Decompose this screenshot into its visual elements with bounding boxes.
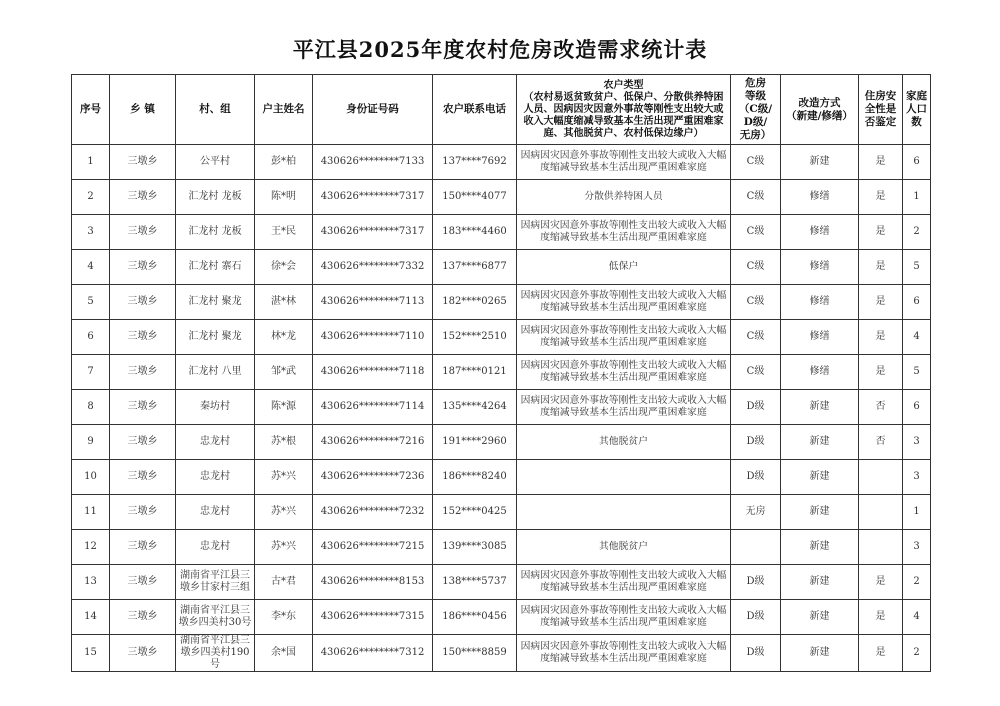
cell-type: 因病因灾因意外事故等刚性支出较大或收入大幅度缩减导致基本生活出现严重困难家庭 (517, 635, 731, 672)
header-town: 乡 镇 (110, 75, 176, 145)
cell-family: 5 (903, 355, 931, 390)
cell-seq: 6 (72, 320, 110, 355)
cell-town: 三墩乡 (110, 425, 176, 460)
cell-seq: 11 (72, 495, 110, 530)
cell-family: 3 (903, 460, 931, 495)
cell-village: 汇龙村 聚龙 (176, 320, 255, 355)
cell-id: 430626********7215 (313, 530, 433, 565)
cell-family: 1 (903, 495, 931, 530)
cell-village: 忠龙村 (176, 530, 255, 565)
cell-method: 修缮 (781, 355, 859, 390)
cell-town: 三墩乡 (110, 530, 176, 565)
cell-phone: 138****5737 (433, 565, 517, 600)
cell-family: 1 (903, 180, 931, 215)
cell-id: 430626********7114 (313, 390, 433, 425)
cell-name: 彭*柏 (255, 145, 313, 180)
cell-name: 林*龙 (255, 320, 313, 355)
cell-type: 因病因灾因意外事故等刚性支出较大或收入大幅度缩减导致基本生活出现严重困难家庭 (517, 355, 731, 390)
cell-town: 三墩乡 (110, 495, 176, 530)
cell-seq: 13 (72, 565, 110, 600)
cell-phone: 186****0456 (433, 600, 517, 635)
cell-type: 因病因灾因意外事故等刚性支出较大或收入大幅度缩减导致基本生活出现严重困难家庭 (517, 215, 731, 250)
cell-level (731, 530, 781, 565)
cell-type: 低保户 (517, 250, 731, 285)
cell-name: 陈*源 (255, 390, 313, 425)
cell-family: 6 (903, 145, 931, 180)
table-row (72, 215, 931, 250)
cell-level: C级 (731, 285, 781, 320)
table-row (72, 460, 931, 495)
cell-method: 修缮 (781, 285, 859, 320)
cell-id: 430626********7317 (313, 180, 433, 215)
cell-level: C级 (731, 250, 781, 285)
table-body (72, 145, 931, 672)
cell-village: 忠龙村 (176, 495, 255, 530)
header-phone: 农户联系电话 (433, 75, 517, 145)
cell-id: 430626********7332 (313, 250, 433, 285)
header-safety: 住房安全性是否鉴定 (859, 75, 903, 145)
cell-safety: 是 (859, 180, 903, 215)
cell-town: 三墩乡 (110, 600, 176, 635)
cell-method: 新建 (781, 530, 859, 565)
header-type: 农户类型 （农村易返贫致贫户、低保户、分散供养特困人员、因病因灾因意外事故等刚性支出较大或收入大幅度缩减导致基本生活出现严重困难家庭、其他脱贫户、农村低保边缘户） (517, 75, 731, 145)
cell-name: 湛*林 (255, 285, 313, 320)
cell-family: 2 (903, 635, 931, 672)
cell-type: 因病因灾因意外事故等刚性支出较大或收入大幅度缩减导致基本生活出现严重困难家庭 (517, 565, 731, 600)
cell-name: 苏*兴 (255, 530, 313, 565)
cell-seq: 8 (72, 390, 110, 425)
cell-level: D级 (731, 425, 781, 460)
cell-type: 因病因灾因意外事故等刚性支出较大或收入大幅度缩减导致基本生活出现严重困难家庭 (517, 390, 731, 425)
cell-level: C级 (731, 145, 781, 180)
cell-level: C级 (731, 355, 781, 390)
cell-family: 2 (903, 215, 931, 250)
statistics-table (71, 74, 931, 672)
cell-name: 苏*兴 (255, 460, 313, 495)
table-row (72, 250, 931, 285)
cell-method: 新建 (781, 635, 859, 672)
cell-method: 新建 (781, 145, 859, 180)
cell-family: 4 (903, 600, 931, 635)
cell-phone: 135****4264 (433, 390, 517, 425)
cell-village: 汇龙村 八里 (176, 355, 255, 390)
cell-town: 三墩乡 (110, 320, 176, 355)
cell-type: 因病因灾因意外事故等刚性支出较大或收入大幅度缩减导致基本生活出现严重困难家庭 (517, 285, 731, 320)
cell-id: 430626********7236 (313, 460, 433, 495)
cell-safety: 是 (859, 215, 903, 250)
table-row (72, 355, 931, 390)
cell-name: 古*君 (255, 565, 313, 600)
table-row (72, 635, 931, 672)
cell-town: 三墩乡 (110, 215, 176, 250)
header-id: 身份证号码 (313, 75, 433, 145)
cell-type: 因病因灾因意外事故等刚性支出较大或收入大幅度缩减导致基本生活出现严重困难家庭 (517, 600, 731, 635)
cell-seq: 2 (72, 180, 110, 215)
cell-village: 公平村 (176, 145, 255, 180)
cell-method: 修缮 (781, 250, 859, 285)
cell-seq: 12 (72, 530, 110, 565)
cell-town: 三墩乡 (110, 390, 176, 425)
cell-type: 其他脱贫户 (517, 425, 731, 460)
cell-phone: 137****6877 (433, 250, 517, 285)
cell-safety: 否 (859, 425, 903, 460)
cell-town: 三墩乡 (110, 250, 176, 285)
cell-level: C级 (731, 180, 781, 215)
cell-type (517, 495, 731, 530)
cell-method: 新建 (781, 425, 859, 460)
header-family: 家庭人口数 (903, 75, 931, 145)
header-village: 村、组 (176, 75, 255, 145)
cell-seq: 14 (72, 600, 110, 635)
cell-method: 新建 (781, 390, 859, 425)
cell-safety: 是 (859, 355, 903, 390)
header-method: 改造方式 （新建/修缮） (781, 75, 859, 145)
cell-method: 新建 (781, 565, 859, 600)
cell-seq: 9 (72, 425, 110, 460)
cell-method: 新建 (781, 460, 859, 495)
table-row (72, 285, 931, 320)
cell-safety: 是 (859, 320, 903, 355)
cell-seq: 7 (72, 355, 110, 390)
header-level: 危房 等级 （C级/ D级/ 无房） (731, 75, 781, 145)
cell-village: 汇龙村 龙板 (176, 215, 255, 250)
cell-name: 邹*武 (255, 355, 313, 390)
table-row (72, 600, 931, 635)
cell-level: D级 (731, 460, 781, 495)
header-seq: 序号 (72, 75, 110, 145)
cell-village: 湖南省平江县三墩乡甘家村三组 (176, 565, 255, 600)
cell-phone: 150****8859 (433, 635, 517, 672)
table-row (72, 320, 931, 355)
cell-method: 修缮 (781, 180, 859, 215)
table-row (72, 530, 931, 565)
cell-phone: 183****4460 (433, 215, 517, 250)
cell-method: 新建 (781, 495, 859, 530)
cell-method: 修缮 (781, 215, 859, 250)
cell-type: 因病因灾因意外事故等刚性支出较大或收入大幅度缩减导致基本生活出现严重困难家庭 (517, 145, 731, 180)
cell-town: 三墩乡 (110, 145, 176, 180)
cell-method: 修缮 (781, 320, 859, 355)
cell-family: 2 (903, 565, 931, 600)
cell-id: 430626********7315 (313, 600, 433, 635)
cell-phone: 186****8240 (433, 460, 517, 495)
cell-type (517, 460, 731, 495)
cell-safety (859, 460, 903, 495)
cell-phone: 191****2960 (433, 425, 517, 460)
cell-village: 汇龙村 龙板 (176, 180, 255, 215)
cell-name: 苏*兴 (255, 495, 313, 530)
cell-safety: 是 (859, 285, 903, 320)
cell-seq: 3 (72, 215, 110, 250)
cell-seq: 5 (72, 285, 110, 320)
cell-town: 三墩乡 (110, 565, 176, 600)
table-row (72, 145, 931, 180)
cell-seq: 1 (72, 145, 110, 180)
cell-village: 汇龙村 聚龙 (176, 285, 255, 320)
cell-family: 5 (903, 250, 931, 285)
cell-id: 430626********7133 (313, 145, 433, 180)
cell-type: 分散供养特困人员 (517, 180, 731, 215)
cell-safety: 是 (859, 565, 903, 600)
header-row (72, 75, 931, 145)
table-row (72, 425, 931, 460)
cell-level: D级 (731, 565, 781, 600)
cell-phone: 150****4077 (433, 180, 517, 215)
cell-town: 三墩乡 (110, 285, 176, 320)
cell-safety: 是 (859, 600, 903, 635)
cell-phone: 187****0121 (433, 355, 517, 390)
cell-village: 秦坊村 (176, 390, 255, 425)
cell-level: C级 (731, 320, 781, 355)
cell-phone: 139****3085 (433, 530, 517, 565)
cell-family: 3 (903, 425, 931, 460)
cell-seq: 10 (72, 460, 110, 495)
table-row (72, 495, 931, 530)
cell-village: 湖南省平江县三墩乡四美村190号 (176, 635, 255, 672)
cell-safety: 否 (859, 390, 903, 425)
cell-id: 430626********7118 (313, 355, 433, 390)
cell-id: 430626********7110 (313, 320, 433, 355)
cell-id: 430626********7312 (313, 635, 433, 672)
cell-family: 3 (903, 530, 931, 565)
cell-seq: 4 (72, 250, 110, 285)
cell-method: 新建 (781, 600, 859, 635)
cell-phone: 182****0265 (433, 285, 517, 320)
cell-phone: 137****7692 (433, 145, 517, 180)
cell-phone: 152****2510 (433, 320, 517, 355)
cell-id: 430626********7232 (313, 495, 433, 530)
cell-town: 三墩乡 (110, 635, 176, 672)
cell-village: 忠龙村 (176, 425, 255, 460)
cell-village: 汇龙村 寨石 (176, 250, 255, 285)
cell-level: D级 (731, 390, 781, 425)
cell-type: 因病因灾因意外事故等刚性支出较大或收入大幅度缩减导致基本生活出现严重困难家庭 (517, 320, 731, 355)
cell-name: 王*民 (255, 215, 313, 250)
cell-level: C级 (731, 215, 781, 250)
cell-id: 430626********8153 (313, 565, 433, 600)
cell-safety: 是 (859, 145, 903, 180)
cell-town: 三墩乡 (110, 355, 176, 390)
cell-name: 苏*根 (255, 425, 313, 460)
cell-family: 4 (903, 320, 931, 355)
header-name: 户主姓名 (255, 75, 313, 145)
cell-name: 陈*明 (255, 180, 313, 215)
cell-type: 其他脱贫户 (517, 530, 731, 565)
table-row (72, 390, 931, 425)
cell-id: 430626********7113 (313, 285, 433, 320)
cell-level: D级 (731, 600, 781, 635)
cell-safety: 是 (859, 635, 903, 672)
page-title: 平江县2025年度农村危房改造需求统计表 (292, 37, 708, 62)
cell-phone: 152****0425 (433, 495, 517, 530)
cell-seq: 15 (72, 635, 110, 672)
cell-name: 余*国 (255, 635, 313, 672)
cell-level: D级 (731, 635, 781, 672)
cell-id: 430626********7216 (313, 425, 433, 460)
cell-family: 6 (903, 285, 931, 320)
cell-village: 湖南省平江县三墩乡四美村30号 (176, 600, 255, 635)
cell-safety (859, 530, 903, 565)
cell-name: 李*东 (255, 600, 313, 635)
cell-name: 徐*会 (255, 250, 313, 285)
table-row (72, 180, 931, 215)
cell-safety (859, 495, 903, 530)
cell-town: 三墩乡 (110, 180, 176, 215)
cell-safety: 是 (859, 250, 903, 285)
cell-level: 无房 (731, 495, 781, 530)
cell-id: 430626********7317 (313, 215, 433, 250)
table-row (72, 565, 931, 600)
cell-family: 6 (903, 390, 931, 425)
cell-village: 忠龙村 (176, 460, 255, 495)
cell-town: 三墩乡 (110, 460, 176, 495)
